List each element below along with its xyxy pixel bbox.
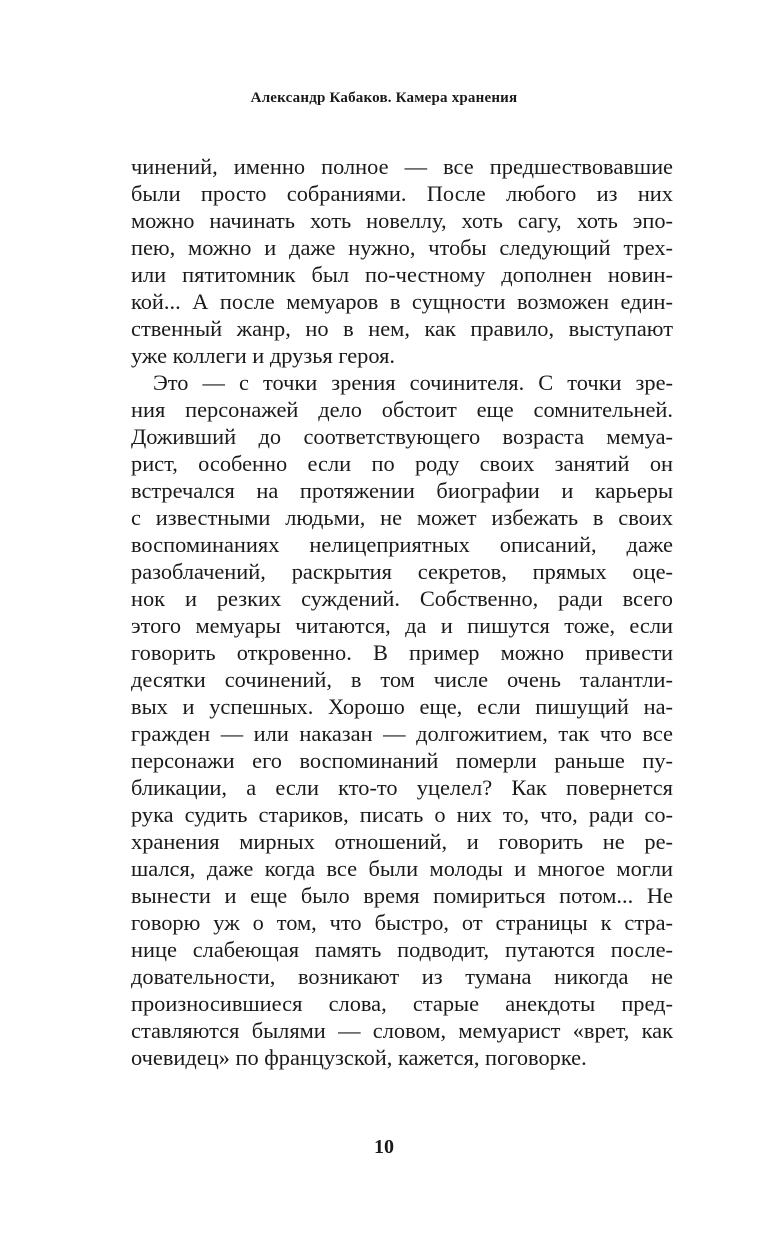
text-line: были просто собраниями. После любого из них — [131, 181, 673, 206]
text-line: шался, даже когда все были молоды и многое могли — [131, 856, 673, 881]
text-line: воспоминаниях нелицеприятных описаний, даже — [131, 532, 673, 557]
text-line: рука судить стариков, писать о них то, что, ради со- — [131, 802, 673, 827]
text-line: ния персонажей дело обстоит еще сомнительней. — [131, 397, 673, 422]
text-line: встречался на протяжении биографии и карьеры — [131, 478, 673, 503]
text-line: гражден — или наказан — долгожитием, так что все — [131, 721, 673, 746]
text-line: вых и успешных. Хорошо еще, если пишущий на- — [131, 694, 673, 719]
text-line: этого мемуары читаются, да и пишутся тоже, если — [131, 613, 673, 638]
text-line: говорить откровенно. В пример можно привести — [131, 640, 673, 665]
text-line: нице слабеющая память подводит, путаются после- — [131, 937, 673, 962]
text-line: вынести и еще было время помириться потом... Не — [131, 883, 673, 908]
text-line: с известными людьми, не может избежать в своих — [131, 505, 673, 530]
text-line: Это — с точки зрения сочинителя. С точки зре- — [153, 370, 673, 395]
text-line: кой... А после мемуаров в сущности возможен един- — [131, 289, 673, 314]
text-line: чинений, именно полное — все предшествовавшие — [131, 154, 673, 179]
paragraph-1 — [131, 153, 673, 369]
text-line: хранения мирных отношений, и говорить не ре- — [131, 829, 673, 854]
text-line: ственный жанр, но в нем, как правило, выступают — [131, 316, 673, 341]
text-line: произносившиеся слова, старые анекдоты пред- — [131, 991, 673, 1016]
body-text — [131, 153, 673, 1071]
text-line: говорю уж о том, что быстро, от страницы к стра- — [131, 910, 673, 935]
text-line: разоблачений, раскрытия секретов, прямых оце- — [131, 559, 673, 584]
text-line: персонажи его воспоминаний померли раньше пу- — [131, 748, 673, 773]
text-line: пею, можно и даже нужно, чтобы следующий трех- — [131, 235, 673, 260]
page-number: 10 — [374, 1136, 394, 1158]
text-line: Доживший до соответствующего возраста мемуа- — [131, 424, 673, 449]
text-line: ставляются былями — словом, мемуарист «врет, как — [131, 1018, 673, 1043]
text-line: бликации, а если кто-то уцелел? Как повернется — [131, 775, 673, 800]
text-line: очевидец» по французской, кажется, поговорке. — [131, 1045, 587, 1070]
text-line: довательности, возникают из тумана никогда не — [131, 964, 673, 989]
text-line: нок и резких суждений. Собственно, ради всего — [131, 586, 673, 611]
text-line: десятки сочинений, в том числе очень талантли- — [131, 667, 673, 692]
text-line: рист, особенно если по роду своих занятий он — [131, 451, 673, 476]
text-line: или пятитомник был по-честному дополнен новин- — [131, 262, 673, 287]
text-line: уже коллеги и друзья героя. — [131, 343, 396, 368]
paragraph-2 — [131, 369, 673, 1071]
text-line: можно начинать хоть новеллу, хоть сагу, хоть эпо- — [131, 208, 673, 233]
running-head: Александр Кабаков. Камера хранения — [250, 90, 518, 106]
